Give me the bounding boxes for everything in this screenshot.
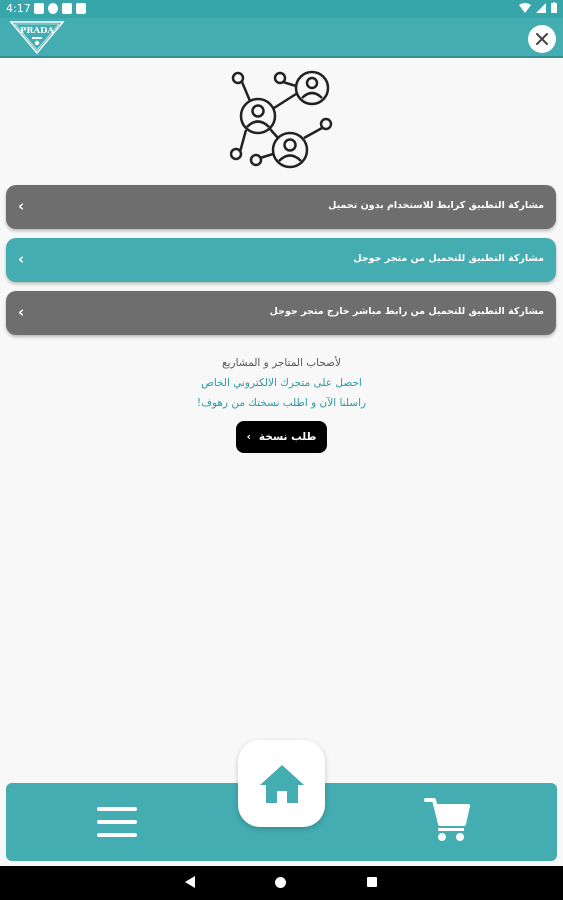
share-direct-link-option[interactable] [6,291,556,335]
network-users-icon [230,68,334,172]
notification-icon [62,3,72,14]
request-copy-button[interactable] [236,421,327,453]
info-line: راسلنا الآن و اطلب نسختك من رهوف! [196,397,367,409]
option-label: مشاركة التطبيق للتحميل من رابط مباشر خارج متجر جوجل [269,306,544,317]
menu-icon[interactable] [97,805,137,839]
chevron-left-icon: ‹ [246,431,251,443]
notification-icon [34,3,44,14]
system-nav-bar [0,866,563,900]
battery-icon [551,2,557,13]
notification-icons [34,3,86,14]
info-line: احصل على متجرك الالكتروني الخاص [201,377,362,389]
notification-icon [76,3,86,14]
option-label: مشاركة التطبيق للتحميل من متجر جوجل [353,253,544,264]
chevron-left-icon: ‹ [18,197,25,215]
option-label: مشاركة التطبيق كرابط للاستخدام بدون تحميل [328,200,544,211]
home-button[interactable] [238,740,325,827]
close-button[interactable] [528,25,556,53]
chevron-left-icon: ‹ [18,303,25,321]
back-icon[interactable] [185,876,195,888]
close-icon [536,33,548,45]
home-icon [258,763,306,805]
share-google-play-option[interactable] [6,238,556,282]
system-icons [519,2,557,13]
signal-icon [536,3,546,13]
wifi-icon [519,3,531,13]
status-time: 4:17 [6,2,31,15]
info-heading: لأصحاب المتاجر و المشاريع [221,357,342,369]
nav-home-icon[interactable] [275,877,286,888]
notification-icon [48,3,58,14]
brand-logo [9,19,65,55]
logo-text: PRADA [19,26,55,36]
chevron-left-icon: ‹ [18,250,25,268]
recent-apps-icon[interactable] [367,877,377,887]
request-copy-label: طلب نسخة [258,431,317,443]
app-header [0,18,563,58]
cart-icon[interactable] [424,796,470,842]
share-web-link-option[interactable] [6,185,556,229]
status-bar [0,0,563,18]
